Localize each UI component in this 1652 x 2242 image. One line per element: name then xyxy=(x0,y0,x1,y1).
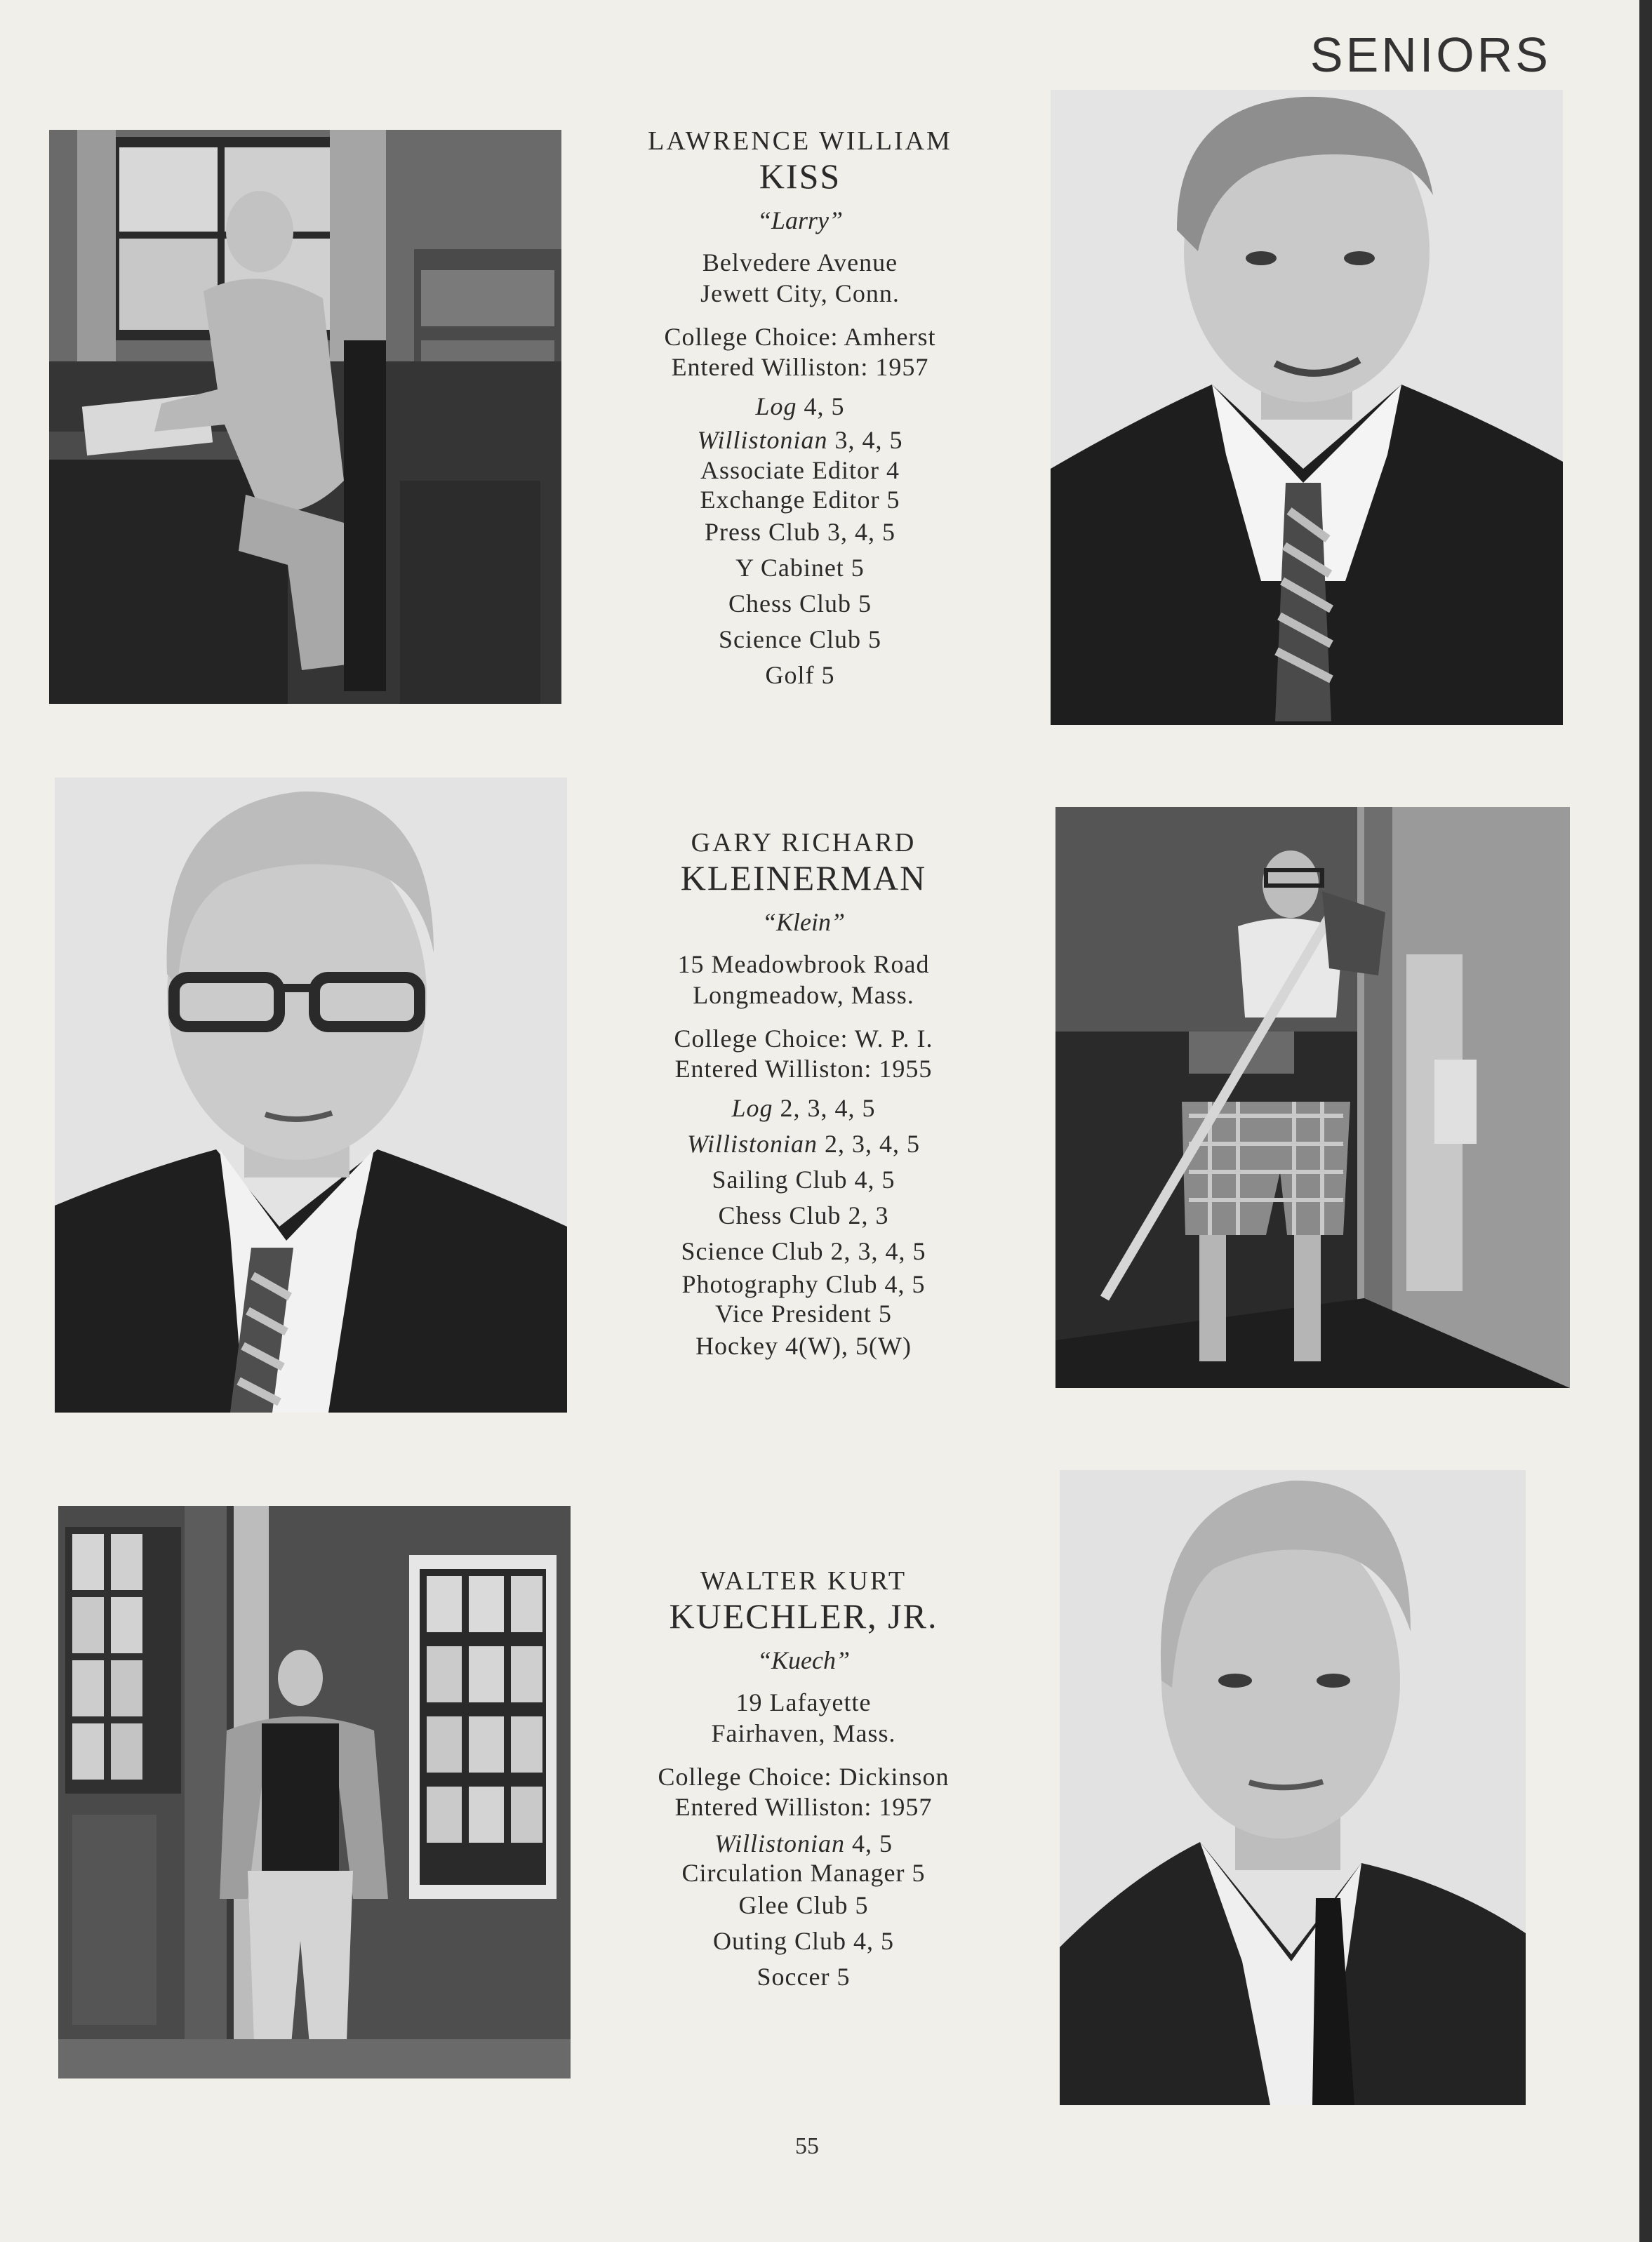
address xyxy=(579,1688,1028,1749)
college-info xyxy=(579,1024,1028,1086)
surname: KISS xyxy=(759,156,841,196)
entered-williston: Entered Williston: 1957 xyxy=(671,353,929,382)
activity: Circulation Manager 5 xyxy=(681,1859,926,1888)
activity: Associate Editor 4 xyxy=(700,456,900,485)
activity xyxy=(579,1829,1028,1858)
nickname: “Klein” xyxy=(761,907,846,936)
activity: Hockey 4(W), 5(W) xyxy=(695,1332,912,1361)
surname: KLEINERMAN xyxy=(680,858,927,898)
activity: Soccer 5 xyxy=(757,1963,851,1991)
address-line: Belvedere Avenue xyxy=(702,248,898,276)
college-choice: College Choice: Amherst xyxy=(664,322,936,351)
activity-years: 2, 3, 4, 5 xyxy=(818,1130,921,1159)
activity-years: 3, 4, 5 xyxy=(827,426,903,455)
surname: KUECHLER, JR. xyxy=(669,1596,938,1636)
student-entry-kuechler xyxy=(579,1566,1028,1995)
activity-years: 2, 3, 4, 5 xyxy=(773,1094,876,1123)
publication-name: Log xyxy=(755,392,797,421)
activity: Outing Club 4, 5 xyxy=(712,1927,894,1956)
activity xyxy=(579,1126,1028,1162)
address xyxy=(575,248,1025,309)
publication-name: Willistonian xyxy=(697,426,828,455)
page-edge xyxy=(1639,0,1652,2242)
activity: Chess Club 2, 3 xyxy=(718,1201,889,1230)
publication-name: Willistonian xyxy=(714,1829,846,1858)
entered-williston: Entered Williston: 1957 xyxy=(674,1793,933,1822)
first-names: GARY RICHARD xyxy=(691,828,917,858)
entered-williston: Entered Williston: 1955 xyxy=(674,1055,933,1083)
address xyxy=(579,949,1028,1011)
activity: Photography Club 4, 5 xyxy=(681,1270,926,1299)
page-number: 55 xyxy=(795,2133,819,2159)
portrait-photo-kuechler xyxy=(1060,1470,1526,2105)
address-line: Longmeadow, Mass. xyxy=(693,980,914,1009)
student-entry-kleinerman xyxy=(579,828,1028,1364)
address-line: 15 Meadowbrook Road xyxy=(677,949,930,978)
activity: Glee Club 5 xyxy=(738,1891,869,1920)
college-choice: College Choice: Dickinson xyxy=(658,1762,950,1791)
publication-name: Willistonian xyxy=(686,1130,818,1159)
activity-years: 4, 5 xyxy=(845,1829,893,1858)
activities-list xyxy=(575,389,1025,693)
activities-list xyxy=(579,1829,1028,1995)
portrait-photo-kiss xyxy=(1051,90,1563,725)
college-info xyxy=(575,322,1025,384)
address-line: 19 Lafayette xyxy=(735,1688,872,1716)
nickname: “Kuech” xyxy=(757,1646,850,1674)
activity: Golf 5 xyxy=(765,661,835,690)
activity: Y Cabinet 5 xyxy=(735,554,865,582)
activity: Chess Club 5 xyxy=(728,589,872,618)
activity: Press Club 3, 4, 5 xyxy=(704,518,896,547)
candid-photo-kiss xyxy=(49,130,561,704)
publication-name: Log xyxy=(731,1094,773,1123)
activity-years: 4, 5 xyxy=(797,392,845,421)
nickname: “Larry” xyxy=(757,206,844,234)
student-entry-kiss xyxy=(575,126,1025,693)
activity xyxy=(579,1090,1028,1126)
activity: Science Club 2, 3, 4, 5 xyxy=(681,1237,926,1266)
section-header: SENIORS xyxy=(1310,27,1551,82)
activities-list xyxy=(579,1090,1028,1364)
portrait-photo-kleinerman xyxy=(55,778,567,1413)
activity: Sailing Club 4, 5 xyxy=(712,1166,895,1194)
address-line: Fairhaven, Mass. xyxy=(711,1719,896,1747)
college-info xyxy=(579,1762,1028,1824)
address-line: Jewett City, Conn. xyxy=(700,279,900,307)
activity xyxy=(575,425,1025,455)
activity xyxy=(575,389,1025,425)
first-names: LAWRENCE WILLIAM xyxy=(648,126,952,156)
activity: Vice President 5 xyxy=(715,1300,892,1328)
candid-photo-kuechler xyxy=(58,1506,571,2078)
activity: Exchange Editor 5 xyxy=(700,486,900,514)
activity: Science Club 5 xyxy=(719,625,881,654)
first-names: WALTER KURT xyxy=(700,1566,907,1596)
candid-photo-kleinerman xyxy=(1055,807,1570,1388)
college-choice: College Choice: W. P. I. xyxy=(674,1024,933,1053)
